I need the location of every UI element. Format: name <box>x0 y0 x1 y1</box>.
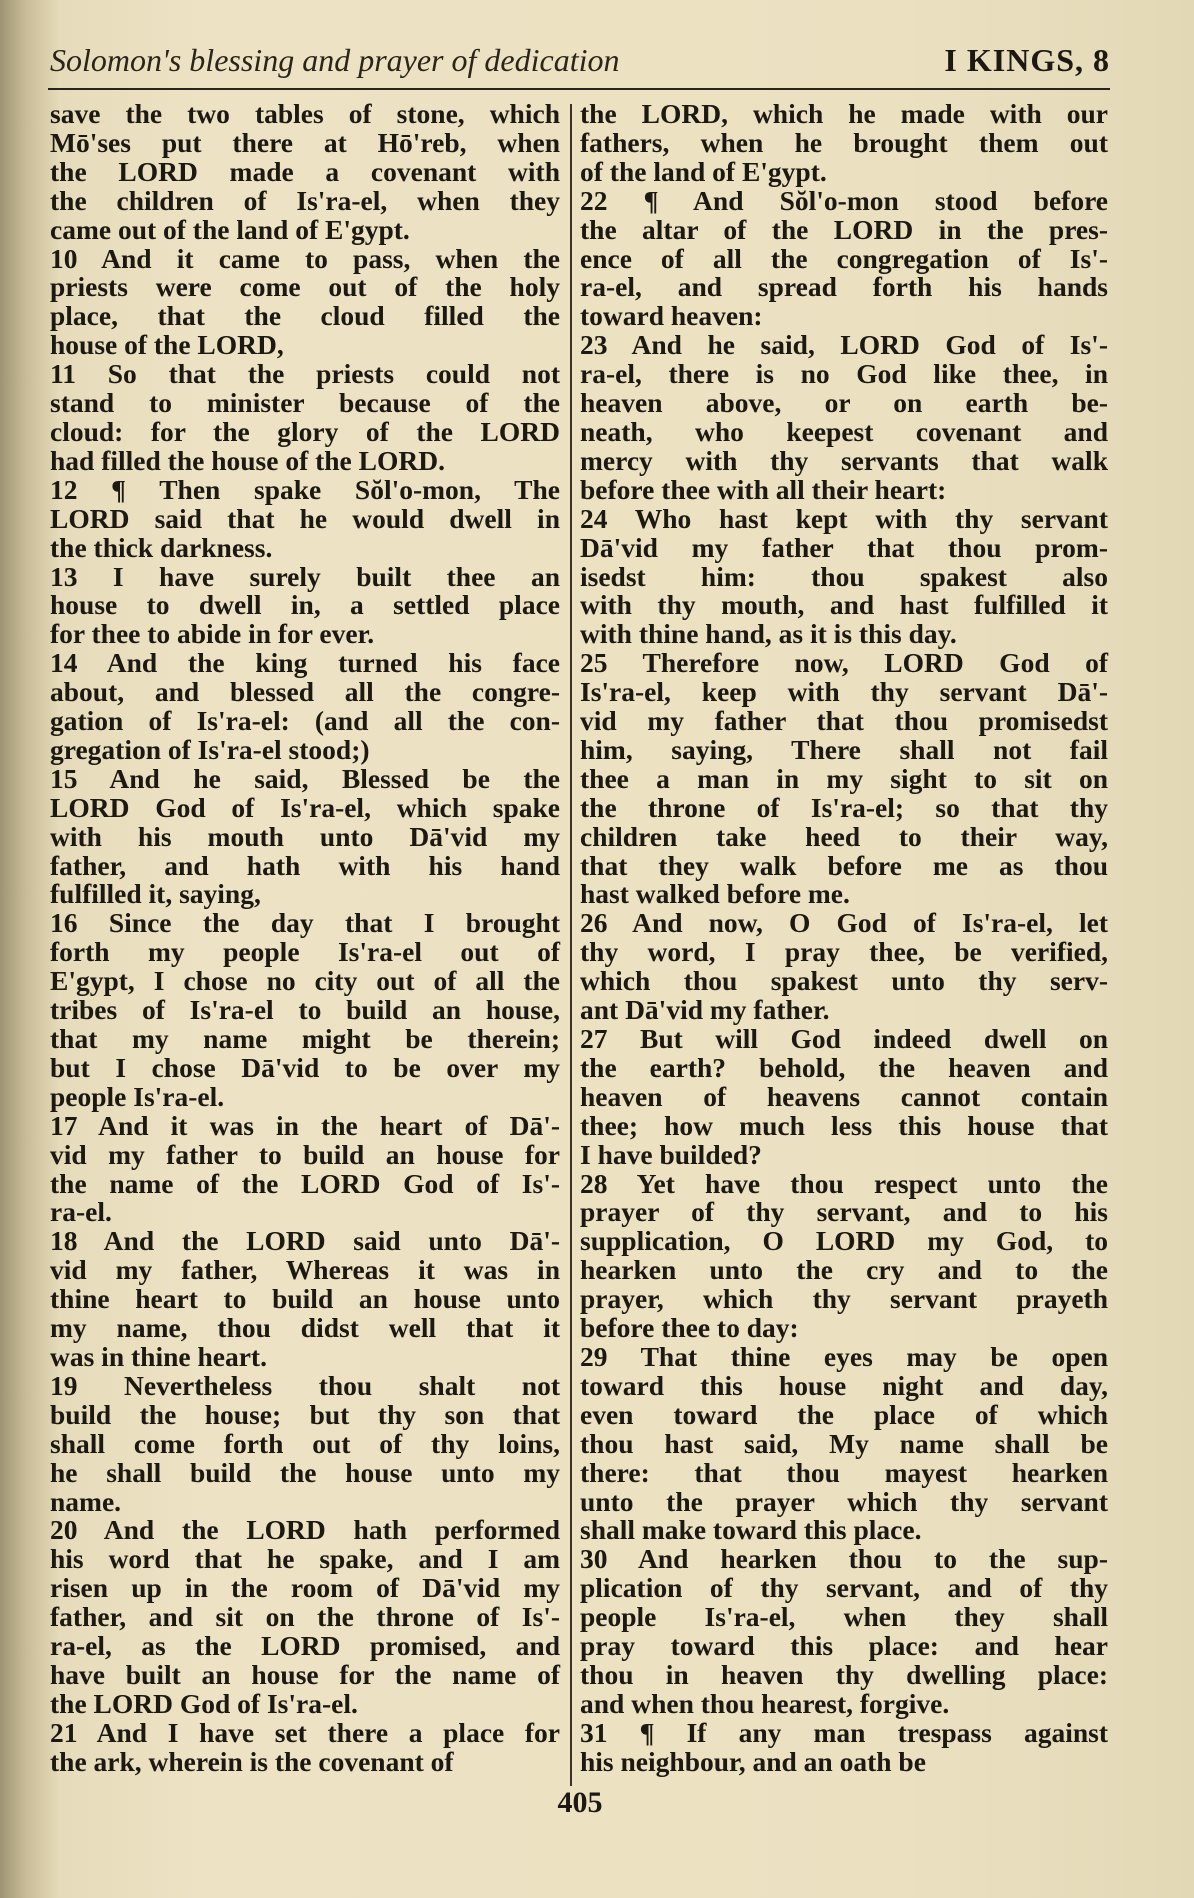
text-line: father, and hath with his hand <box>50 849 560 881</box>
text-line: 31 ¶ If any man trespass against <box>580 1716 1108 1748</box>
text-line: 29 That thine eyes may be open <box>580 1340 1108 1372</box>
text-line: neath, who keepest covenant and <box>580 415 1108 447</box>
book-chapter: I KINGS, 8 <box>944 42 1110 78</box>
text-line: vid my father to build an house for <box>50 1138 560 1170</box>
text-line: 20 And the LORD hath performed <box>50 1514 560 1546</box>
text-line: E'gypt, I chose no city out of all the <box>50 965 560 997</box>
text-line: hast walked before me. <box>580 878 850 910</box>
text-line: thee a man in my sight to sit on <box>580 762 1108 794</box>
text-line: have built an house for the name of <box>50 1658 560 1690</box>
text-line: fulfilled it, saying, <box>50 878 261 910</box>
text-line: 11 So that the priests could not <box>50 358 560 390</box>
text-line: with thine hand, as it is this day. <box>580 618 957 650</box>
text-line: ra-el, and spread forth his hands <box>580 271 1108 303</box>
text-line: ra-el, there is no God like thee, in <box>580 358 1108 390</box>
text-line: children take heed to their way, <box>580 820 1108 852</box>
text-line: was in thine heart. <box>50 1340 267 1372</box>
text-line: shall make toward this place. <box>580 1514 922 1546</box>
text-line: that they walk before me as thou <box>580 849 1108 881</box>
text-line: 30 And hearken thou to the sup- <box>580 1543 1108 1575</box>
text-line: forth my people Is'ra-el out of <box>50 936 560 968</box>
text-line: 23 And he said, LORD God of Is'- <box>580 329 1108 361</box>
text-line: 15 And he said, Blessed be the <box>50 762 560 794</box>
text-line: 17 And it was in the heart of Dā'- <box>50 1109 560 1141</box>
text-line: Mō'ses put there at Hō'reb, when <box>50 126 560 158</box>
text-line: priests were come out of the holy <box>50 271 560 303</box>
text-line: prayer of thy servant, and to his <box>580 1196 1108 1228</box>
text-line: thee; how much less this house that <box>580 1109 1108 1141</box>
text-line: the LORD God of Is'ra-el. <box>50 1687 358 1719</box>
text-line: had filled the house of the LORD. <box>50 444 445 476</box>
text-line: the name of the LORD God of Is'- <box>50 1167 560 1199</box>
text-line: of the land of E'gypt. <box>580 155 827 187</box>
text-line: fathers, when he brought them out <box>580 126 1108 158</box>
text-line: he shall build the house unto my <box>50 1456 560 1488</box>
text-line: the throne of Is'ra-el; so that thy <box>580 791 1108 823</box>
left-column <box>50 100 560 1777</box>
text-line: supplication, O LORD my God, to <box>580 1225 1108 1257</box>
text-line: and when thou hearest, forgive. <box>580 1687 950 1719</box>
text-line: 16 Since the day that I brought <box>50 907 560 939</box>
column-divider <box>570 104 572 1786</box>
text-line: for thee to abide in for ever. <box>50 618 375 650</box>
text-line: the thick darkness. <box>50 531 273 563</box>
text-line: his word that he spake, and I am <box>50 1543 560 1575</box>
text-line: vid my father that thou promisedst <box>580 705 1108 737</box>
text-line: that my name might be therein; <box>50 1023 560 1054</box>
header-rule <box>48 88 1110 90</box>
text-line: isedst him: thou spakest also <box>580 560 1108 592</box>
text-line: thou in heaven thy dwelling place: <box>580 1658 1108 1690</box>
text-line: thy word, I pray thee, be verified, <box>580 936 1108 968</box>
text-line: vid my father, Whereas it was in <box>50 1254 560 1286</box>
text-line: with his mouth unto Dā'vid my <box>50 820 560 852</box>
text-line: hearken unto the cry and to the <box>580 1254 1108 1286</box>
text-line: even toward the place of which <box>580 1398 1108 1430</box>
text-line: ant Dā'vid my father. <box>580 994 830 1026</box>
text-line: people Is'ra-el. <box>50 1080 225 1112</box>
right-column <box>580 100 1108 1777</box>
text-line: toward heaven: <box>580 300 763 332</box>
text-line: my name, thou didst well that it <box>50 1312 560 1344</box>
text-line: before thee to day: <box>580 1312 799 1344</box>
text-line: the LORD made a covenant with <box>50 155 560 187</box>
section-title: Solomon's blessing and prayer of dedication <box>50 42 620 78</box>
text-line: place, that the cloud filled the <box>50 300 560 332</box>
text-line: father, and sit on the throne of Is'- <box>50 1601 560 1633</box>
text-line: pray toward this place: and hear <box>580 1630 1108 1662</box>
text-line: the ark, wherein is the covenant of <box>50 1745 454 1777</box>
text-line: shall come forth out of thy loins, <box>50 1427 560 1459</box>
text-line: ence of all the congregation of Is'- <box>580 242 1108 274</box>
text-line: the altar of the LORD in the pres- <box>580 213 1108 245</box>
text-line: 26 And now, O God of Is'ra-el, let <box>580 907 1108 939</box>
text-line: LORD God of Is'ra-el, which spake <box>50 791 560 823</box>
text-line: people Is'ra-el, when they shall <box>580 1601 1108 1633</box>
text-line: which thou spakest unto thy serv- <box>580 965 1108 997</box>
text-line: risen up in the room of Dā'vid my <box>50 1572 560 1604</box>
page-header <box>50 42 1110 82</box>
text-line: 27 But will God indeed dwell on <box>580 1023 1108 1054</box>
text-line: plication of thy servant, and of thy <box>580 1572 1108 1604</box>
text-line: cloud: for the glory of the LORD <box>50 415 560 447</box>
text-line: 19 Nevertheless thou shalt not <box>50 1369 560 1401</box>
text-line: save the two tables of stone, which <box>50 98 560 129</box>
text-line: gregation of Is'ra-el stood;) <box>50 733 370 765</box>
text-line: build the house; but thy son that <box>50 1398 560 1430</box>
text-line: 18 And the LORD said unto Dā'- <box>50 1225 560 1257</box>
text-line: ra-el. <box>50 1196 112 1228</box>
text-line: house to dwell in, a settled place <box>50 589 560 621</box>
text-line: 12 ¶ Then spake Sŏl'o-mon, The <box>50 473 560 505</box>
text-line: him, saying, There shall not fail <box>580 733 1108 765</box>
text-line: ra-el, as the LORD promised, and <box>50 1630 560 1662</box>
text-line: before thee with all their heart: <box>580 473 947 505</box>
text-line: I have builded? <box>580 1138 762 1170</box>
text-line: 14 And the king turned his face <box>50 647 560 679</box>
text-line: 10 And it came to pass, when the <box>50 242 560 274</box>
text-line: the earth? behold, the heaven and <box>580 1051 1108 1083</box>
text-line: his neighbour, and an oath be <box>580 1745 926 1777</box>
text-line: 25 Therefore now, LORD God of <box>580 647 1108 679</box>
text-line: with thy mouth, and hast fulfilled it <box>580 589 1108 621</box>
text-line: Is'ra-el, keep with thy servant Dā'- <box>580 676 1108 708</box>
text-line: came out of the land of E'gypt. <box>50 213 410 245</box>
text-line: 13 I have surely built thee an <box>50 560 560 592</box>
text-line: mercy with thy servants that walk <box>580 444 1108 476</box>
text-line: gation of Is'ra-el: (and all the con- <box>50 705 560 737</box>
text-line: 22 ¶ And Sŏl'o-mon stood before <box>580 184 1108 216</box>
text-line: thine heart to build an house unto <box>50 1283 560 1315</box>
text-line: but I chose Dā'vid to be over my <box>50 1051 560 1083</box>
text-line: 24 Who hast kept with thy servant <box>580 502 1108 534</box>
text-line: toward this house night and day, <box>580 1369 1108 1401</box>
text-line: tribes of Is'ra-el to build an house, <box>50 994 560 1026</box>
text-line: thou hast said, My name shall be <box>580 1427 1108 1459</box>
page-number: 405 <box>557 1786 603 1819</box>
text-line: name. <box>50 1485 122 1517</box>
text-line: 21 And I have set there a place for <box>50 1716 560 1748</box>
text-line: stand to minister because of the <box>50 387 560 419</box>
text-line: there: that thou mayest hearken <box>580 1456 1108 1488</box>
text-line: heaven of heavens cannot contain <box>580 1080 1108 1112</box>
text-line: LORD said that he would dwell in <box>50 502 560 534</box>
text-line: 28 Yet have thou respect unto the <box>580 1167 1108 1199</box>
text-line: Dā'vid my father that thou prom- <box>580 531 1108 563</box>
text-line: heaven above, or on earth be- <box>580 387 1108 419</box>
text-line: the children of Is'ra-el, when they <box>50 184 560 216</box>
text-line: the LORD, which he made with our <box>580 98 1108 129</box>
text-line: house of the LORD, <box>50 329 284 361</box>
text-line: prayer, which thy servant prayeth <box>580 1283 1108 1315</box>
text-line: unto the prayer which thy servant <box>580 1485 1108 1517</box>
text-line: about, and blessed all the congre- <box>50 676 560 708</box>
